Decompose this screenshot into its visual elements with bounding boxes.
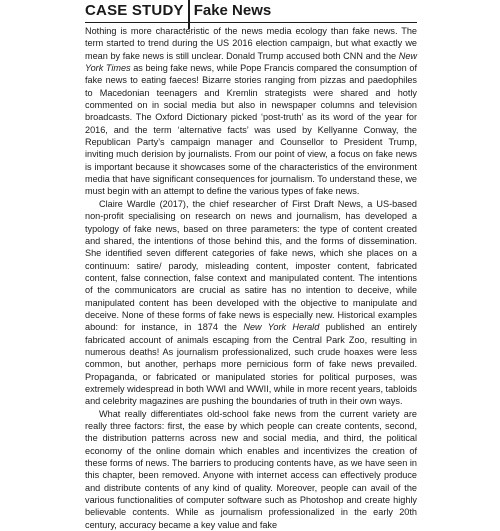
case-study-header [85,0,271,23]
body-paragraph [85,198,417,408]
paragraph-text: Claire Wardle (2017), the chief researcher of First Draft News, a US-based non-profit specialising on research on news and journalism, has developed a typology of fake news, based on three parameters: the type of content created and shared, the intentions of those behind this, and the forms of dissemination. She identified seven different categories of fake news, which she places on a continuum: satire/ parody, misleading content, imposter content, fabricated content, false connection, false context and manipulated content. The intentions of the communicators are crucial as satire has no intention to deceive, while manipulated content has been developed with the objective to manipulate and deceive. None of these forms of fake news is especially new. Historical examples abound: for instance, in 1874 the [85,198,417,333]
article-body [85,25,417,531]
case-study-title: Fake News [193,2,272,19]
paragraph-text: published an entirely fabricated account of animals escaping from the Central Park Zoo, resulting in numerous deaths! As journalism professionalized, such crude hoaxes were less common, but another, perhaps more pernicious form of fake news prevailed. Propaganda, or fabricated or manipulated stories for political purposes, was extremely widespread in both WWI and WWII, while in more recent years, tabloids and celebrity magazines are pushing the boundaries of truth in their own ways. [85,322,417,407]
paragraph-text: What really differentiates old-school fake news from the current variety are really three factors: first, the ease by which people can create contents, second, the distribution patterns across new and social media, and third, the political economy of the online domain which enables and incentivizes the creation of these forms of news. The barriers to producing contents have, as we have seen in this chapter, been removed. Anyone with internet access can effectively produce and distribute contents of any kind of quality. Moreover, people can avail of the various functionalities of computer software such as Photoshop and create highly believable contents. While as journalism professionalized in the early 20th century, accuracy became a key value and fake [85,408,417,530]
body-paragraph [85,408,417,531]
paragraph-text: Nothing is more characteristic of the news media ecology than fake news. The term started to trend during the US 2016 election campaign, but what exactly we mean by fake news is still unclear. Donald Trump accused both CNN and the [85,26,417,61]
header-rule [85,22,417,23]
paragraph-text: as being fake news, while Pope Francis compared the consumption of fake news to eating faeces! Bizarre stories ranging from pizzas and paedophiles to Macedonian teenagers and Kremlin strategists were shared and hotly commented on in social media but also in newspaper columns and television broadcasts. The Oxford Dictionary picked ‘post-truth’ as its word of the year for 2016, and the term ‘alternative facts’ was used by Kellyanne Conway, the Republican Party’s campaign manager and Counsellor to President Trump, inviting much derision by journalists. From our point of view, a focus on fake news is important because it showcases some of the characteristics of the environment media that have significant consequences for journalism. To understand these, we must begin with an attempt to define the various types of fake news. [85,63,417,197]
italic-title: New York Herald [243,322,320,333]
italic-title: New York Times [85,50,417,74]
body-paragraph [85,25,417,198]
case-study-label: CASE STUDY [85,2,184,19]
